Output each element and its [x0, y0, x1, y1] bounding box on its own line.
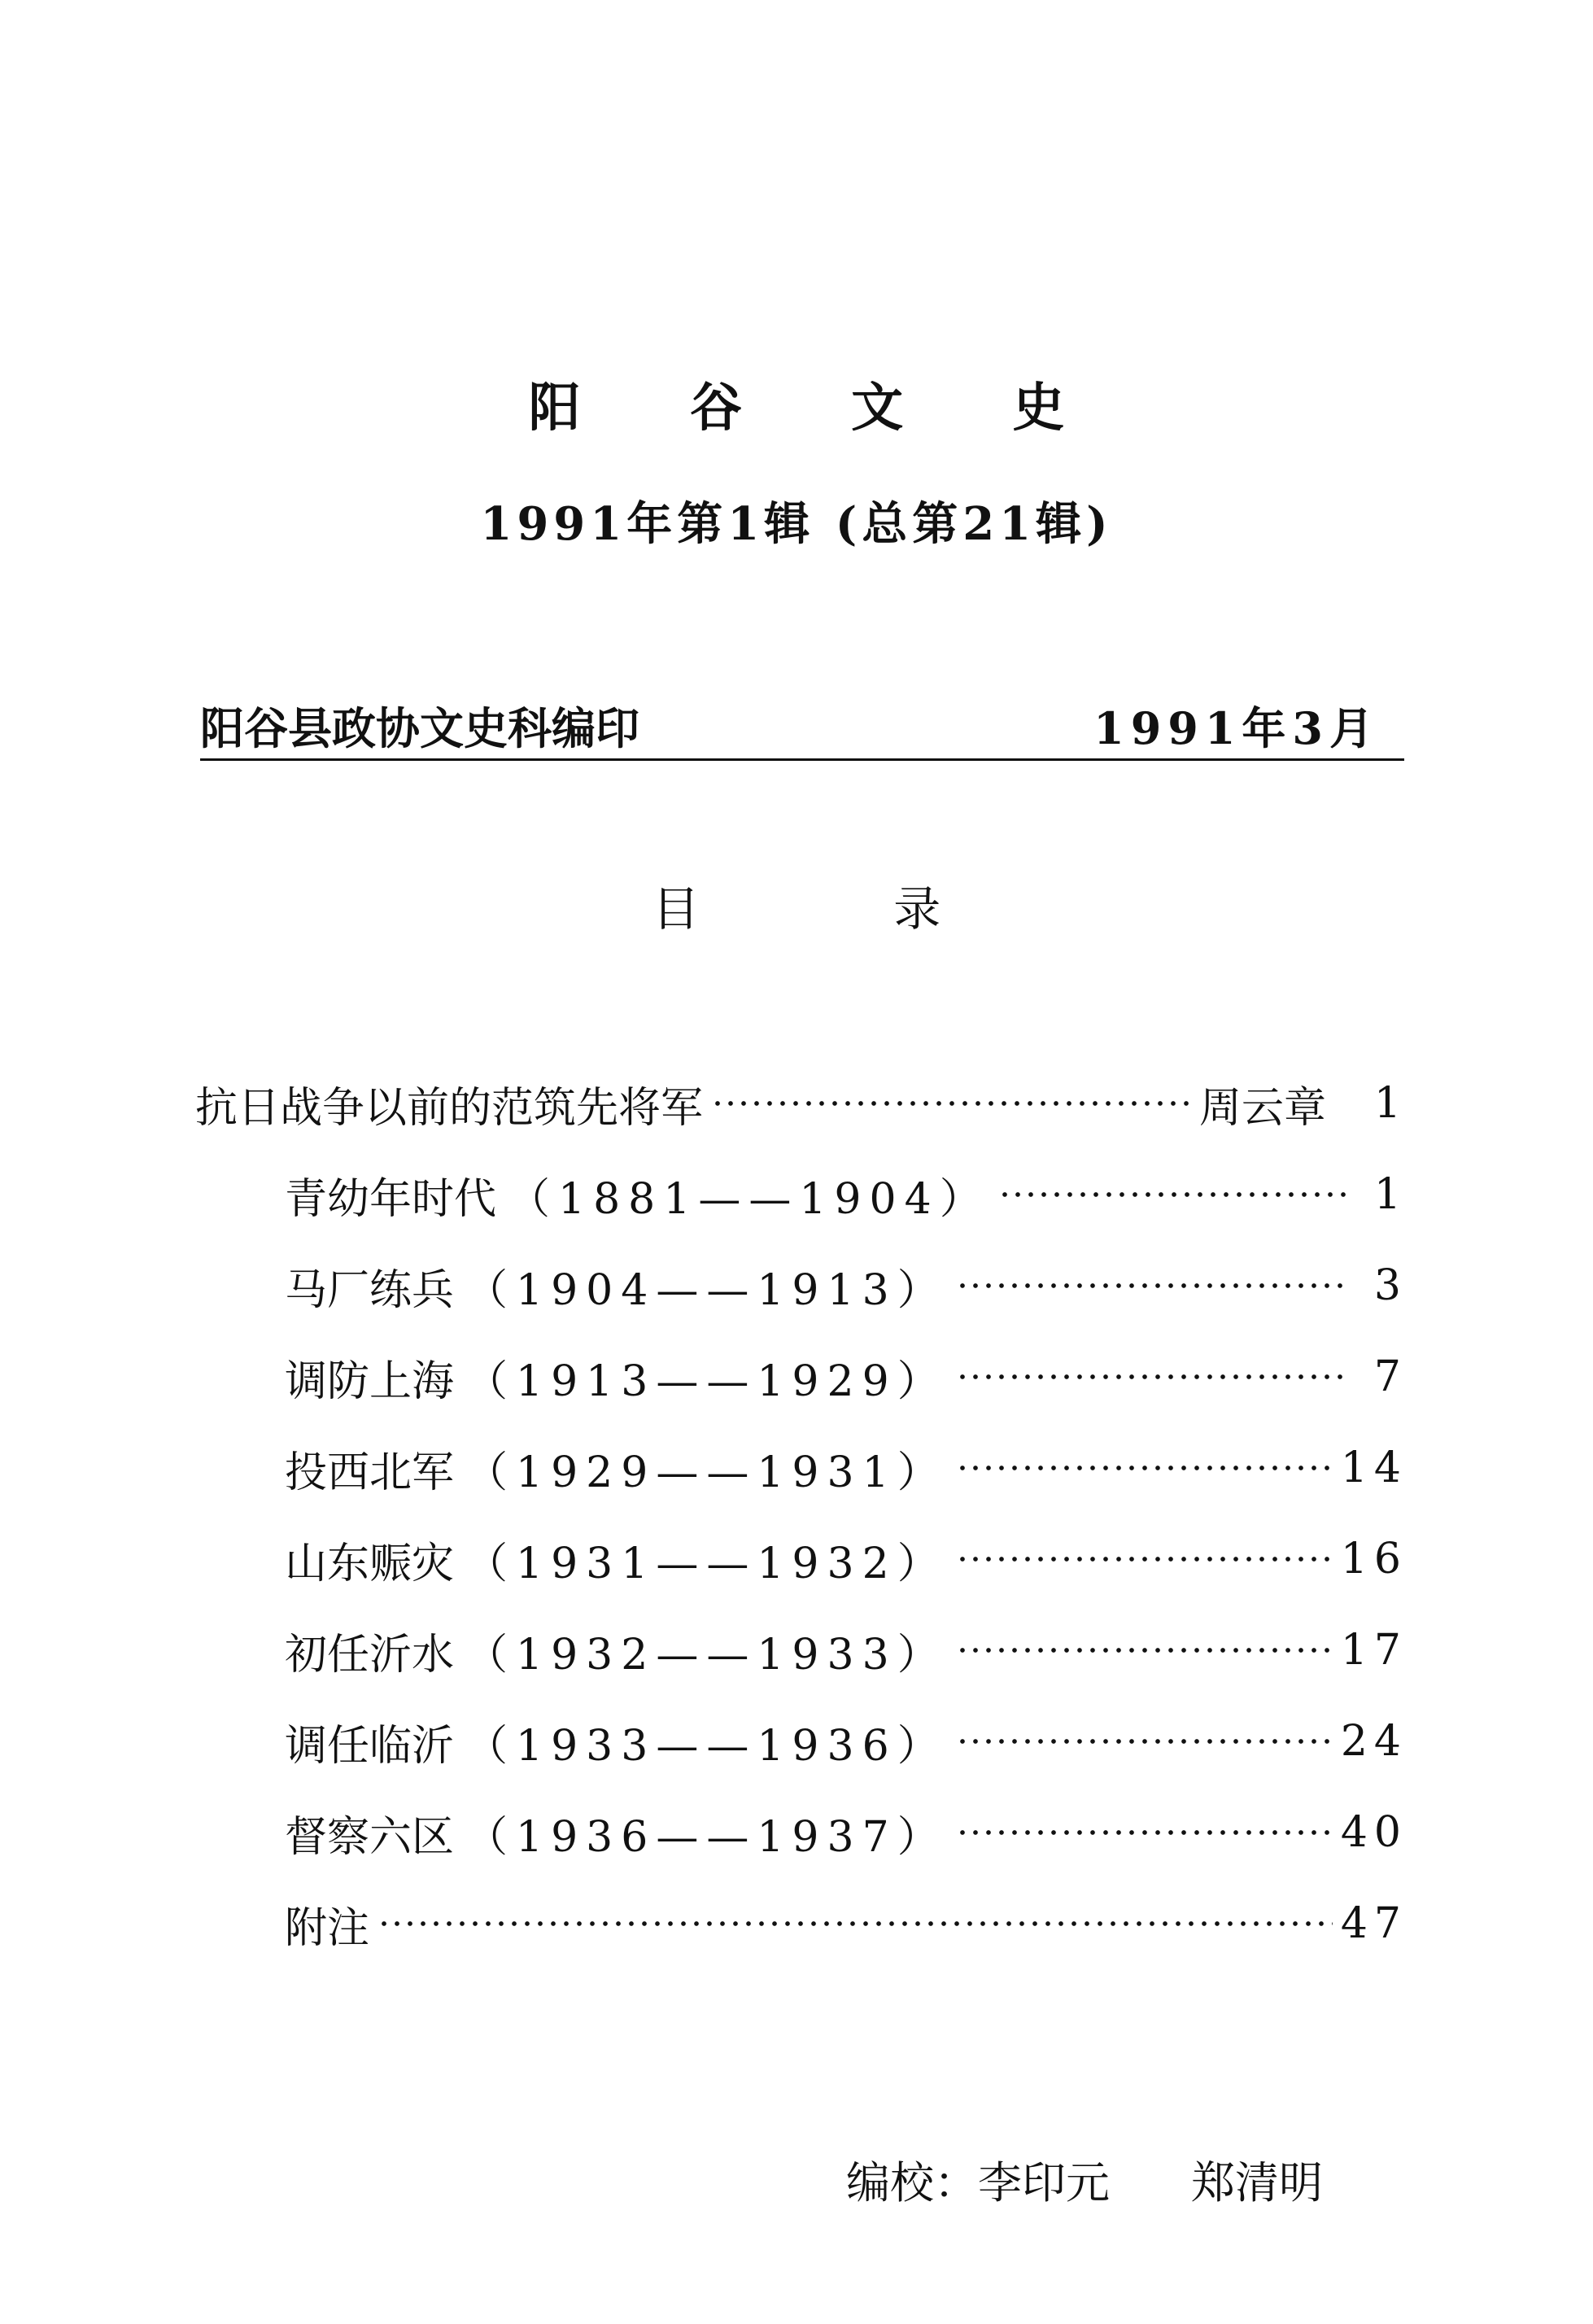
toc-entry: [195, 1787, 1408, 1878]
toc-entry-years: （1881——1904）: [508, 1174, 990, 1224]
leader-dots: [956, 1738, 1333, 1745]
toc-entry: [195, 1605, 1408, 1696]
table-of-contents: [195, 1058, 1408, 1969]
toc-entry-years: （1904——1913）: [465, 1265, 948, 1315]
publish-date: 1991年3月: [1093, 702, 1380, 754]
toc-entry: [195, 1422, 1408, 1514]
toc-entry-page: 7: [1373, 1352, 1408, 1401]
toc-entry-page: 1: [1373, 1170, 1408, 1219]
leader-dots: [956, 1282, 1351, 1289]
publisher-name: 阳谷县政协文史科编印: [200, 702, 639, 754]
toc-entry: [195, 1331, 1408, 1422]
leader-dots: [956, 1374, 1351, 1380]
leader-dots: [956, 1556, 1333, 1562]
toc-entry-years: （1931——1932）: [465, 1539, 948, 1588]
editor-second: 郑清明: [1191, 2157, 1323, 2208]
toc-entry-main: [195, 1058, 1408, 1149]
leader-dots: [956, 1465, 1333, 1471]
leader-dots: [956, 1829, 1333, 1836]
toc-entry-page: 14: [1340, 1444, 1408, 1492]
editors-credit: [846, 2148, 1323, 2211]
toc-entry-page: 40: [1340, 1808, 1408, 1857]
editors-label: 编校：李印元: [846, 2157, 1110, 2208]
toc-entry-years: （1932——1933）: [465, 1630, 948, 1680]
toc-entry: [195, 1514, 1408, 1605]
leader-dots: [998, 1191, 1351, 1198]
toc-entry-author: 周云章: [1198, 1083, 1326, 1133]
toc-entry-years: （1936——1937）: [465, 1812, 948, 1862]
toc-entry-page: 17: [1340, 1626, 1408, 1675]
toc-entry: [195, 1696, 1408, 1787]
toc-entry-title: 附注: [285, 1903, 370, 1953]
toc-entry-title: 投西北军: [285, 1448, 455, 1497]
toc-entry-title: 山东赈灾: [285, 1539, 455, 1588]
publication-title: 阳 谷 文 史: [528, 378, 1111, 439]
leader-dots: [711, 1100, 1191, 1107]
toc-entry: [195, 1878, 1408, 1969]
divider-line: [200, 758, 1404, 761]
toc-entry-title: 初任沂水: [285, 1630, 455, 1680]
toc-entry-years: （1933——1936）: [465, 1721, 948, 1771]
toc-entry-title: 调任临沂: [285, 1721, 455, 1771]
toc-entry-years: （1929——1931）: [465, 1448, 948, 1497]
toc-entry-title: 调防上海: [285, 1356, 455, 1406]
toc-entry-page: 47: [1340, 1899, 1408, 1948]
toc-entry-page: 16: [1340, 1535, 1408, 1584]
toc-entry-title: 督察六区: [285, 1812, 455, 1862]
toc-entry-page: 1: [1373, 1079, 1408, 1128]
toc-entry: [195, 1149, 1408, 1240]
leader-dots: [378, 1920, 1333, 1927]
toc-entry-title: 马厂练兵: [285, 1265, 455, 1315]
toc-entry-title: 青幼年时代: [285, 1174, 497, 1224]
leader-dots: [956, 1647, 1333, 1653]
toc-entry-page: 3: [1373, 1261, 1408, 1310]
toc-entry-years: （1913——1929）: [465, 1356, 948, 1406]
toc-heading: 目 录: [652, 881, 1031, 937]
issue-number: 1991年第1辑 (总第21辑): [480, 497, 1113, 551]
toc-entry-page: 24: [1340, 1717, 1408, 1766]
toc-entry-title: 抗日战争以前的范筑先将军: [195, 1083, 704, 1133]
toc-entry: [195, 1240, 1408, 1331]
publisher-row: [200, 690, 1404, 757]
